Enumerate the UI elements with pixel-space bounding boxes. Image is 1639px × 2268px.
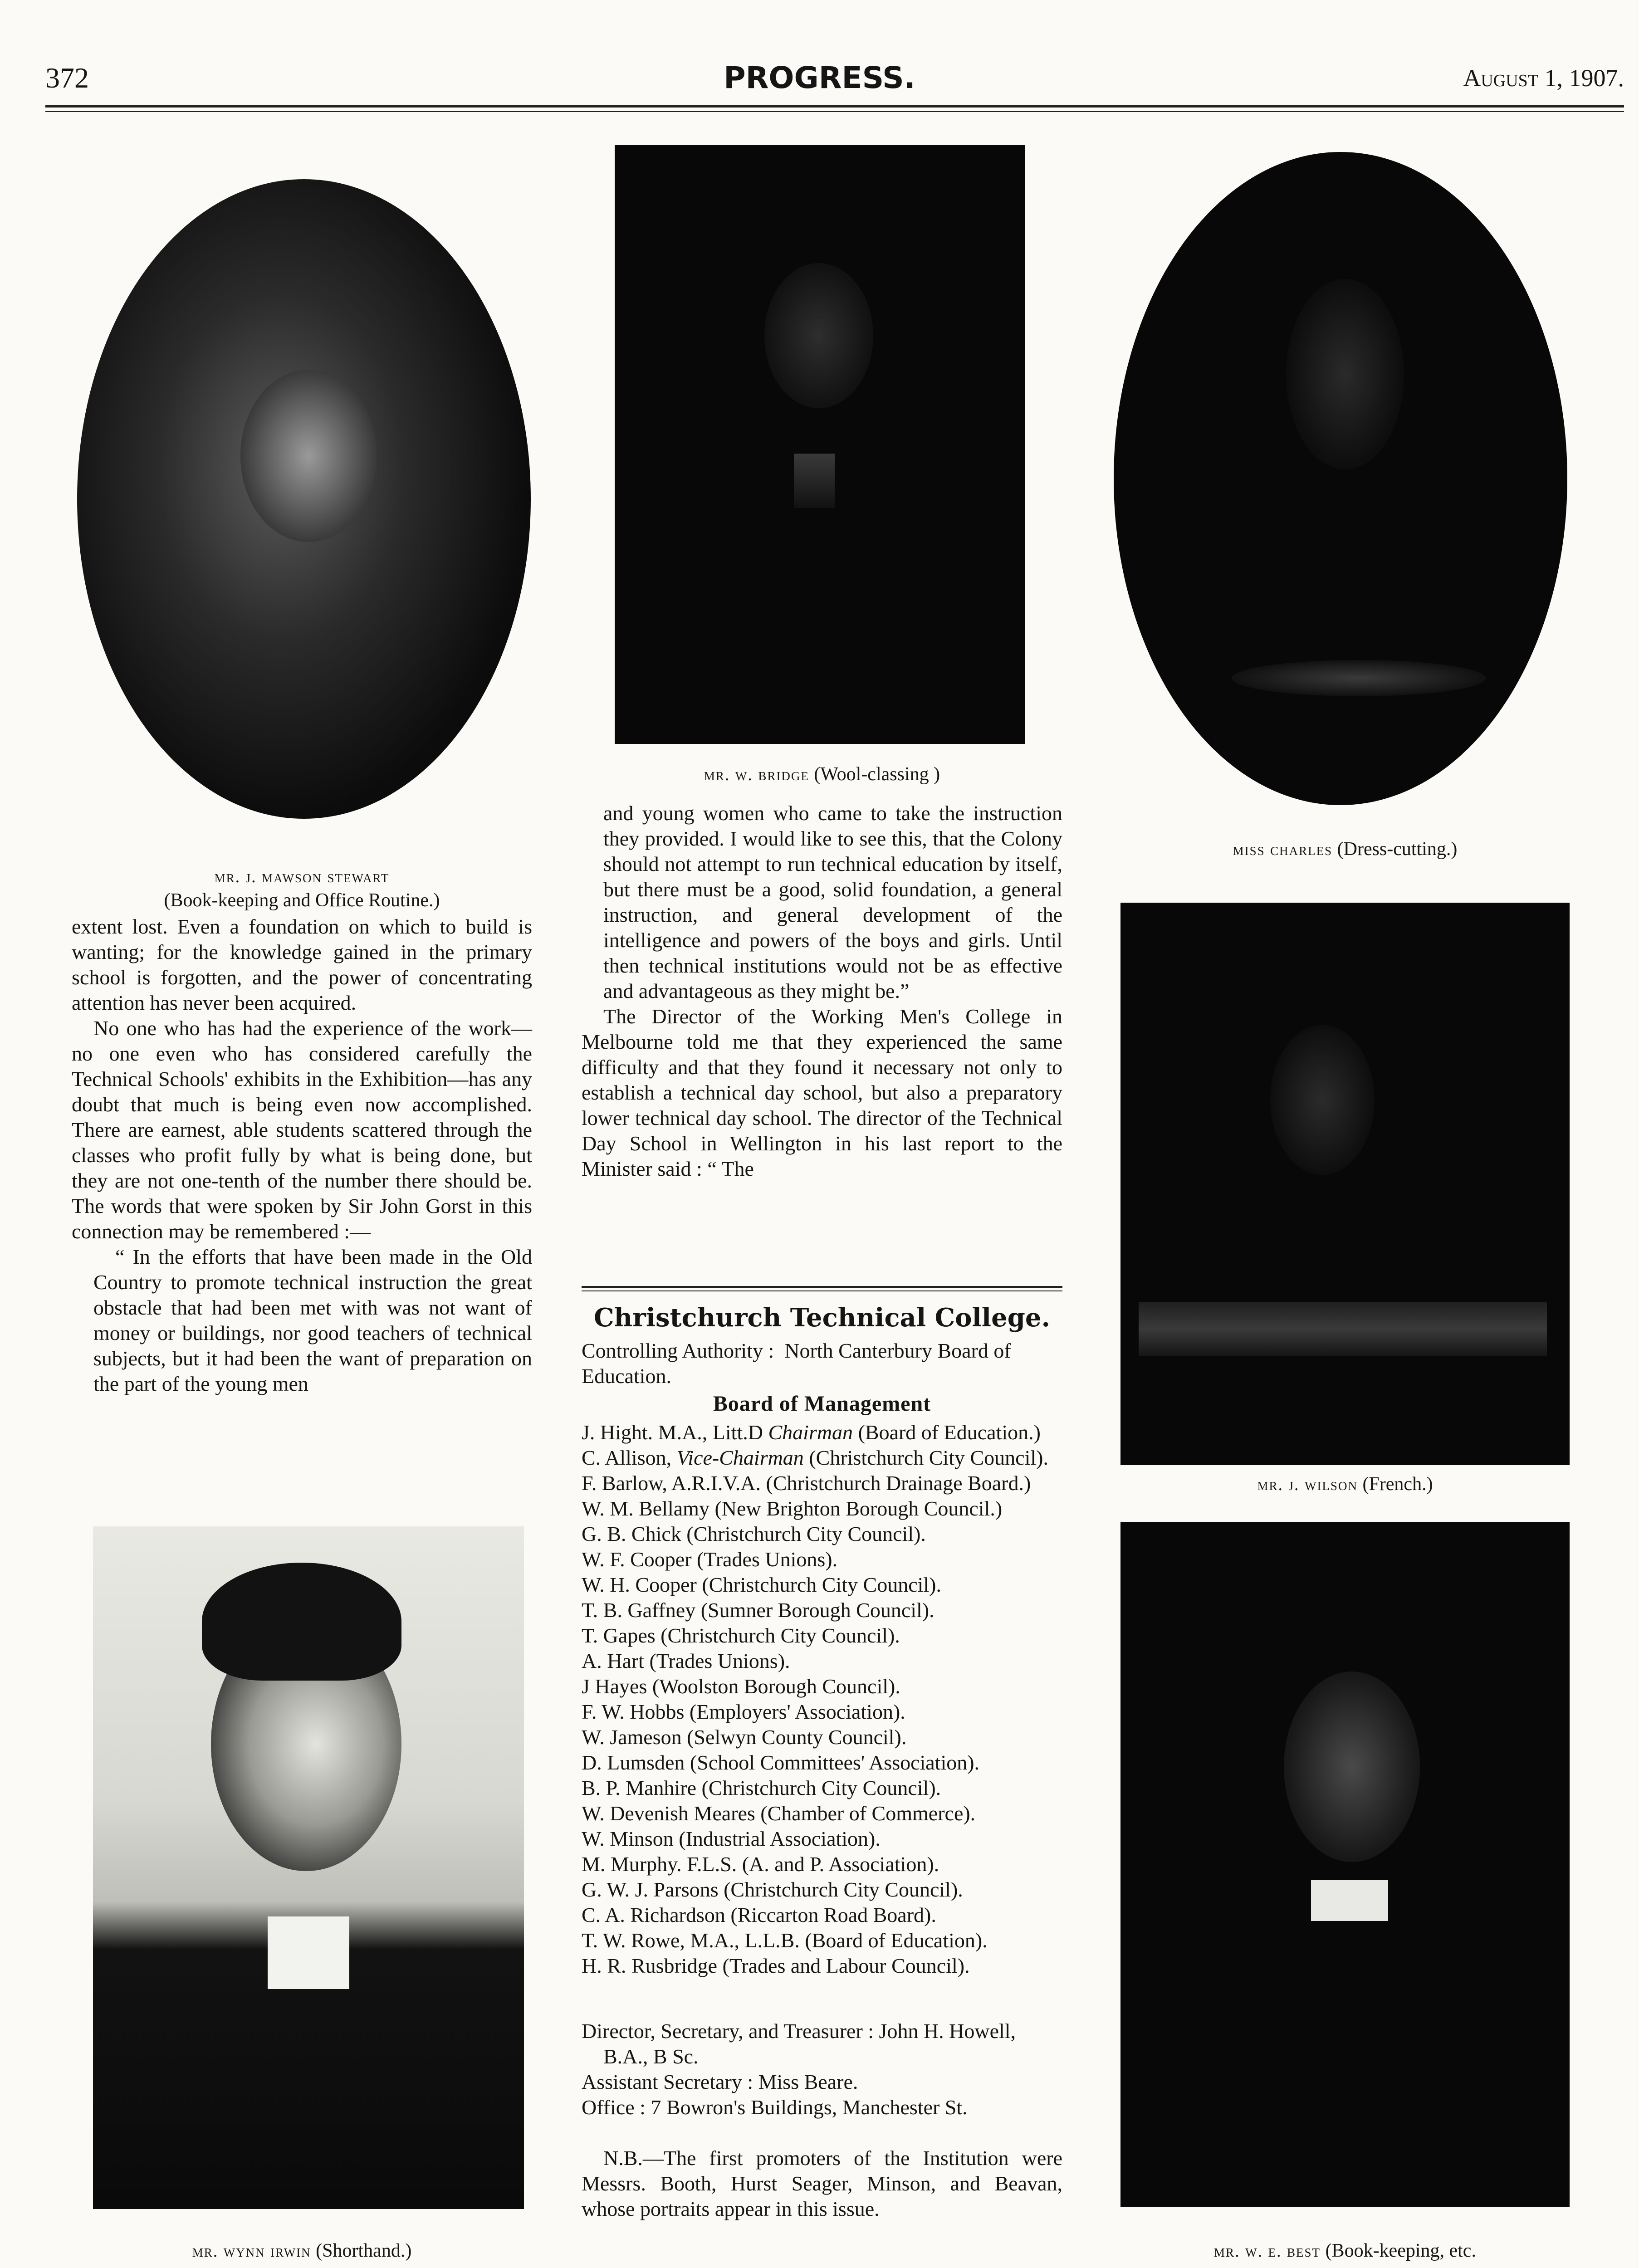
portrait-hair	[202, 1563, 401, 1681]
member-body: (Christchurch City Council).	[803, 1446, 1048, 1469]
board-member	[582, 1877, 1062, 1902]
quote-paragraph: and young women who came to take the instruction they provided. I would like to see this, that the Colony should not attempt to run technical education by itself, but there must be a good, solid foundation, a general instruction, and general development of the intelligence and powers of the boys and girls. Until then technical institutions would not be as effective and advantageous as they might be.”	[603, 802, 1062, 1002]
board-member	[582, 1674, 1062, 1699]
member-text: T. B. Gaffney (Sumner Borough Council).	[582, 1598, 934, 1622]
portrait-wilson-caption	[1107, 1472, 1583, 1497]
board-member	[582, 1471, 1062, 1496]
board-member	[582, 1648, 1062, 1674]
section-rule-thin	[582, 1290, 1062, 1291]
member-text: G. W. J. Parsons (Christchurch City Council).	[582, 1878, 963, 1901]
board-members-list	[582, 1420, 1062, 1979]
caption-role: (Dress-cutting.)	[1337, 839, 1458, 860]
member-text: F. W. Hobbs (Employers' Association).	[582, 1700, 905, 1723]
authority-value: North Canterbury Board of Education.	[582, 1339, 1011, 1388]
portrait-stewart-name	[72, 864, 532, 889]
member-text: H. R. Rusbridge (Trades and Labour Council).	[582, 1954, 970, 1977]
caption-name: miss charles	[1233, 840, 1333, 859]
board-member	[582, 1801, 1062, 1826]
caption-name: mr. wynn irwin	[192, 2242, 311, 2261]
portrait-best-caption	[1107, 2239, 1583, 2263]
paragraph: No one who has had the experience of the work—no one even who has considered carefully the Technical Schools' exhibits in the Exhibition—has any doubt that much is being even now accomplished. There are earnest, able students scattered through the classes who profit fully by what is being done, but they are not one-tenth of the number there should be. The words that were spoken by Sir John Gorst in this connection may be remembered :—	[72, 1017, 532, 1243]
member-text: F. Barlow, A.R.I.V.A. (Christchurch Drainage Board.)	[582, 1471, 1031, 1495]
board-member	[582, 1725, 1062, 1750]
member-role: Chairman	[768, 1421, 853, 1444]
member-role: Vice-Chairman	[676, 1446, 804, 1469]
board-member	[582, 1445, 1062, 1471]
member-text: W. M. Bellamy (New Brighton Borough Council.)	[582, 1497, 1003, 1520]
board-heading: Board of Management	[713, 1392, 931, 1416]
member-text: W. F. Cooper (Trades Unions).	[582, 1548, 838, 1571]
left-column-text	[72, 914, 532, 1397]
portrait-charles-caption	[1107, 837, 1583, 862]
member-text: A. Hart (Trades Unions).	[582, 1649, 790, 1672]
board-member	[582, 1902, 1062, 1928]
page-number: 372	[45, 62, 89, 94]
assistant-line: Assistant Secretary : Miss Beare.	[582, 2070, 858, 2093]
paragraph: The Director of the Working Men's College in Melbourne told me that they experienced the same difficulty and that they found it necessary not only to establish a technical day school, but also a preparatory lower technical day school. The director of the Technical Day School in Wellington in his last report to the Minister said : “ The	[582, 1005, 1062, 1180]
member-text: J. Hight. M.A., Litt.D	[582, 1421, 768, 1444]
caption-name: mr. w. e. best	[1214, 2242, 1321, 2261]
portrait-bridge-caption	[582, 762, 1062, 787]
portrait-face	[1270, 1025, 1375, 1175]
caption-name: mr. j. wilson	[1257, 1475, 1358, 1494]
board-member	[582, 1826, 1062, 1852]
portrait-face	[240, 370, 377, 542]
masthead-title: PROGRESS.	[724, 60, 915, 95]
member-text: C. Allison,	[582, 1446, 677, 1469]
member-body: (Board of Education.)	[853, 1421, 1041, 1444]
caption-role: (French.)	[1362, 1474, 1433, 1495]
issue-date: August 1, 1907.	[1463, 64, 1624, 92]
board-member	[582, 1521, 1062, 1547]
middle-column-text	[582, 801, 1062, 1182]
portrait-bridge-image	[615, 145, 1025, 744]
portrait-stewart-role: (Book-keeping and Office Routine.)	[164, 890, 440, 911]
board-member	[582, 1852, 1062, 1877]
member-text: W. Jameson (Selwyn County Council).	[582, 1725, 907, 1749]
portrait-best-image	[1120, 1522, 1570, 2207]
member-text: D. Lumsden (School Committees' Association).	[582, 1751, 980, 1774]
board-member	[582, 1699, 1062, 1725]
portrait-charles-image	[1114, 152, 1567, 805]
quote-paragraph: “ In the efforts that have been made in the Old Country to promote technical instruction the great obstacle that had been met with was not want of money or buildings, nor good teachers of technical subjects, but it had been the want of preparation on the part of the young men	[93, 1245, 532, 1395]
member-text: G. B. Chick (Christchurch City Council).	[582, 1522, 926, 1545]
college-details	[582, 2019, 1062, 2120]
member-text: W. Minson (Industrial Association).	[582, 1827, 881, 1850]
caption-role: (Wool-classing )	[814, 764, 940, 785]
header-rule-thin	[45, 111, 1624, 112]
caption-role: (Book-keeping, etc.	[1325, 2240, 1476, 2261]
member-text: W. Devenish Meares (Chamber of Commerce).	[582, 1802, 976, 1825]
board-member	[582, 1598, 1062, 1623]
portrait-collar	[794, 454, 835, 508]
office-line: Office : 7 Bowron's Buildings, Manchester St.	[582, 2096, 968, 2119]
board-member	[582, 1750, 1062, 1775]
portrait-hands	[1232, 660, 1486, 696]
member-text: M. Murphy. F.L.S. (A. and P. Association).	[582, 1853, 939, 1876]
member-text: T. Gapes (Christchurch City Council).	[582, 1624, 900, 1647]
board-member	[582, 1572, 1062, 1598]
portrait-irwin-image	[93, 1526, 524, 2209]
portrait-collar	[1311, 1880, 1388, 1921]
paragraph: extent lost. Even a foundation on which to build is wanting; for the knowledge gained in the primary school is forgotten, and the power of concentrating attention has never been acquired.	[72, 915, 532, 1014]
portrait-face	[764, 263, 873, 408]
board-member	[582, 1953, 1062, 1979]
portrait-stewart-image	[77, 179, 531, 819]
caption-name: mr. j. mawson stewart	[214, 867, 390, 886]
portrait-irwin-caption	[72, 2239, 532, 2263]
controlling-authority	[582, 1338, 1062, 1389]
college-note	[582, 2146, 1062, 2222]
portrait-face	[1284, 1672, 1420, 1862]
member-text: J Hayes (Woolston Borough Council).	[582, 1675, 900, 1698]
header-rule	[45, 105, 1624, 108]
director-line: Director, Secretary, and Treasurer : John H. Howell, B.A., B Sc.	[582, 2019, 1016, 2068]
board-member	[582, 1928, 1062, 1953]
board-member	[582, 1547, 1062, 1572]
portrait-wilson-image	[1120, 903, 1570, 1465]
board-member	[582, 1420, 1062, 1445]
portrait-desk	[1139, 1302, 1547, 1356]
member-text: W. H. Cooper (Christchurch City Council).	[582, 1573, 941, 1596]
portrait-face	[1286, 279, 1404, 469]
board-member	[582, 1623, 1062, 1648]
member-text: T. W. Rowe, M.A., L.L.B. (Board of Education).	[582, 1929, 988, 1952]
note-paragraph: N.B.—The first promoters of the Institution were Messrs. Booth, Hurst Seager, Minson, and Beavan, whose portraits appear in this issue.	[582, 2146, 1062, 2220]
college-title: Christchurch Technical College.	[593, 1303, 1050, 1333]
member-text: C. A. Richardson (Riccarton Road Board).	[582, 1903, 936, 1926]
authority-label: Controlling Authority :	[582, 1339, 774, 1362]
caption-role: (Shorthand.)	[316, 2240, 412, 2261]
member-text: B. P. Manhire (Christchurch City Council).	[582, 1776, 941, 1799]
section-rule	[582, 1286, 1062, 1288]
caption-name: mr. w. bridge	[704, 765, 809, 784]
board-member	[582, 1775, 1062, 1801]
board-member	[582, 1496, 1062, 1521]
portrait-collar	[268, 1916, 349, 1989]
